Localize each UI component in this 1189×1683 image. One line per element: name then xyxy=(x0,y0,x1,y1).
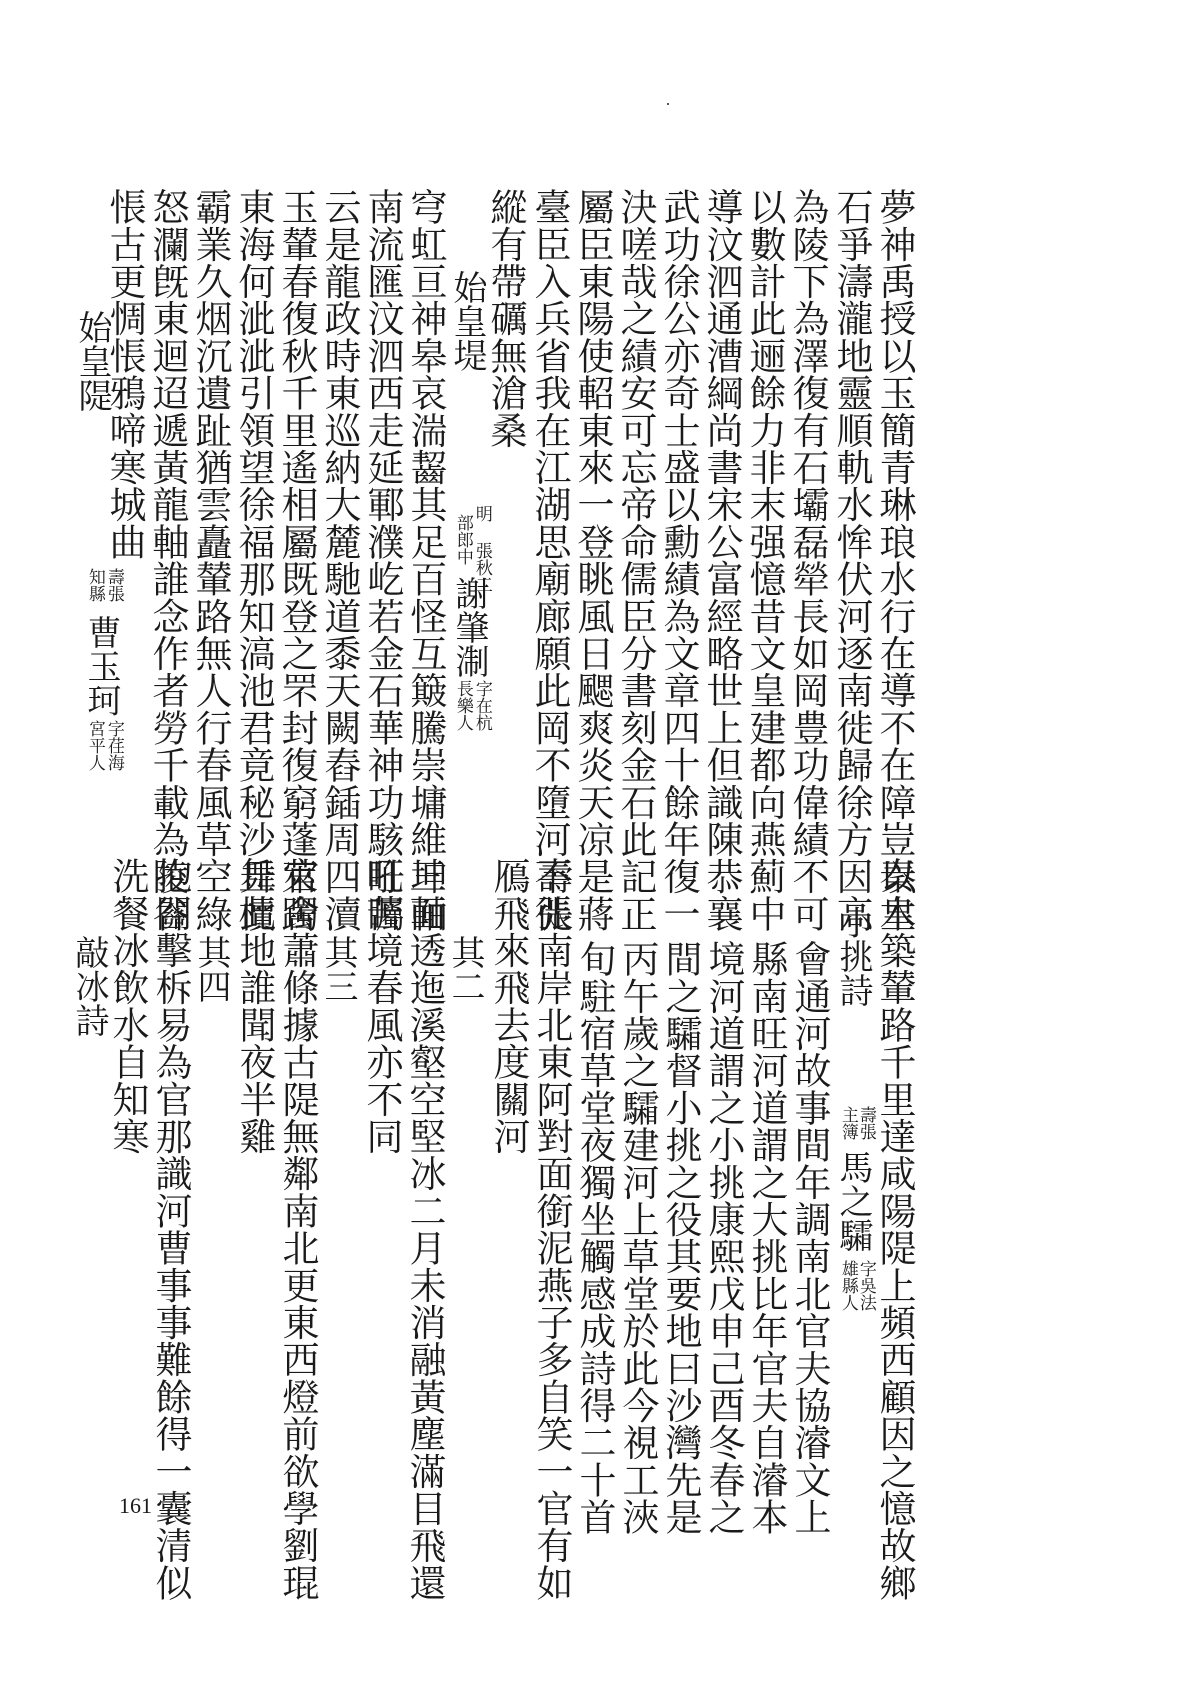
poem-title: 小挑詩 xyxy=(833,905,873,1007)
section-heading: 其三 xyxy=(318,935,358,1003)
author-note: 壽張 xyxy=(855,1106,876,1140)
author-note: 雄縣人 xyxy=(837,1260,858,1311)
author-note: 宮平人 xyxy=(84,720,105,771)
page-number: 161 xyxy=(119,1493,152,1518)
lower-text-column: 洗餐冰飲水自知寒 xyxy=(106,857,149,1155)
author-note: 壽張 xyxy=(103,568,124,602)
lower-text-column: 官舍蕭條據古隄無鄰南北更東西燈前欲學劉琨 xyxy=(276,857,319,1601)
upper-text-column: 以數計此逦餘力非末强憶昔文皇建都向燕薊中 xyxy=(743,188,786,932)
lower-text-column: 舞此地誰聞夜半雞 xyxy=(233,857,276,1155)
upper-text-column: 悵古更惆悵鴉啼寒城曲 xyxy=(103,188,146,560)
lower-text-column: 吼苦境春風亦不同 xyxy=(360,857,403,1155)
lower-text-column: 間之驦督小挑之役其要地曰沙灣先是 xyxy=(659,940,702,1536)
upper-text-column: 導汶泗通漕綱尚書宋公富經略世上但識陳恭襄 xyxy=(700,188,743,932)
lower-text-column: 會通河故事間年調南北官夫協濬文上 xyxy=(788,940,831,1536)
lower-text-column: 秦皇築輦路千里達咸陽隄上頻西顧因之憶故鄉 xyxy=(873,857,916,1601)
author-note: 長樂人 xyxy=(452,680,473,731)
author-note: 知縣 xyxy=(84,568,105,602)
lower-text-column: 鴈飛來飛去度關河 xyxy=(487,857,530,1155)
author-name: 謝肇淛 xyxy=(449,576,489,678)
lower-text-column: 抱關擊柝易為官那識河曹事事難餘得一囊清似 xyxy=(149,857,192,1601)
author-note: 主簿 xyxy=(837,1106,858,1140)
upper-text-column: 玉輦春復秋千里遙相屬既登之罘封復窮蓬萊躅 xyxy=(275,188,318,932)
upper-text-column: 云是龍政時東巡納大麓馳道黍天闕舂鍤周四瀆 xyxy=(318,188,361,932)
author-note: 字在杭 xyxy=(471,680,492,731)
lower-text-column: 壽張南岸北東阿對面銜泥燕子多自笑一官有如 xyxy=(530,857,573,1601)
author-note: 字吳法 xyxy=(855,1260,876,1311)
section-heading: 其二 xyxy=(445,935,485,1003)
upper-text-column: 為陵下為澤復有石壩磊犖長如岡豊功偉績不可 xyxy=(786,188,829,932)
author-note: 明 張秋工 xyxy=(471,505,492,593)
upper-text-column: 石爭濤瀧地靈順軌水恈伏河逐南徙歸徐方因高 xyxy=(830,188,873,932)
lower-text-column: 三面透迤溪壑空堅冰二月未消融黃塵滿目飛還 xyxy=(403,857,446,1601)
lower-text-column: 縣南旺河道謂之大挑比年官夫自濬本 xyxy=(745,940,788,1536)
upper-text-column: 東海何泚泚引領望徐福那知滈池君竟秘沙丘櫝 xyxy=(232,188,275,932)
upper-text-column: 夢神禹授以玉簡青琳琅水行在導不在障豈以木 xyxy=(873,188,916,932)
ink-speck xyxy=(667,103,669,105)
upper-text-column: 決嗟哉之績安可忘帝命儒臣分書刻金石此記正 xyxy=(614,188,657,932)
poem-title: 始皇堤 xyxy=(447,270,487,372)
upper-text-column: 屬臣東陽使軺東來一登眺風日颸爽炎天凉是蔣 xyxy=(571,188,614,932)
lower-text-column: 旬駐宿草堂夜獨坐觸感成詩得二十首 xyxy=(573,940,616,1536)
upper-text-column: 南流匯汶泗西走延鄆濮屹若金石華神功駭盱矚 xyxy=(361,188,404,932)
lower-text-column: 境河道謂之小挑康熙戊申己酉冬春之 xyxy=(702,940,745,1536)
author-name: 曹玉珂 xyxy=(81,615,121,717)
upper-text-column: 霸業久烟沉遺趾猶雲矗輦路無人行春風草空綠 xyxy=(189,188,232,932)
upper-text-column: 穹虹亘神皋哀湍齧其足百怪互簸騰崇墉維坤軸 xyxy=(404,188,447,932)
lower-text-column: 丙午歲之驦建河上草堂於此今視工浹 xyxy=(616,940,659,1536)
upper-text-column: 怒瀾旣東迴迢遞黃龍軸誰念作者勞千載為陵谷 xyxy=(146,188,189,932)
poem-title: 敲冰詩 xyxy=(69,935,109,1037)
upper-text-column: 縱有帶礪無滄桑 xyxy=(484,188,527,449)
section-heading: 其四 xyxy=(191,935,231,1003)
upper-text-column: 武功徐公亦奇士盛以勳績為文章四十餘年復一 xyxy=(657,188,700,932)
poem-title: 始皇隄 xyxy=(72,310,112,412)
upper-text-column: 臺臣入兵省我在江湖思廟廊願此岡不墮河不徙 xyxy=(528,188,571,932)
author-name: 馬之驦 xyxy=(833,1150,873,1252)
author-note: 字荏海 xyxy=(103,720,124,771)
author-note: 部郎中 xyxy=(452,514,473,565)
